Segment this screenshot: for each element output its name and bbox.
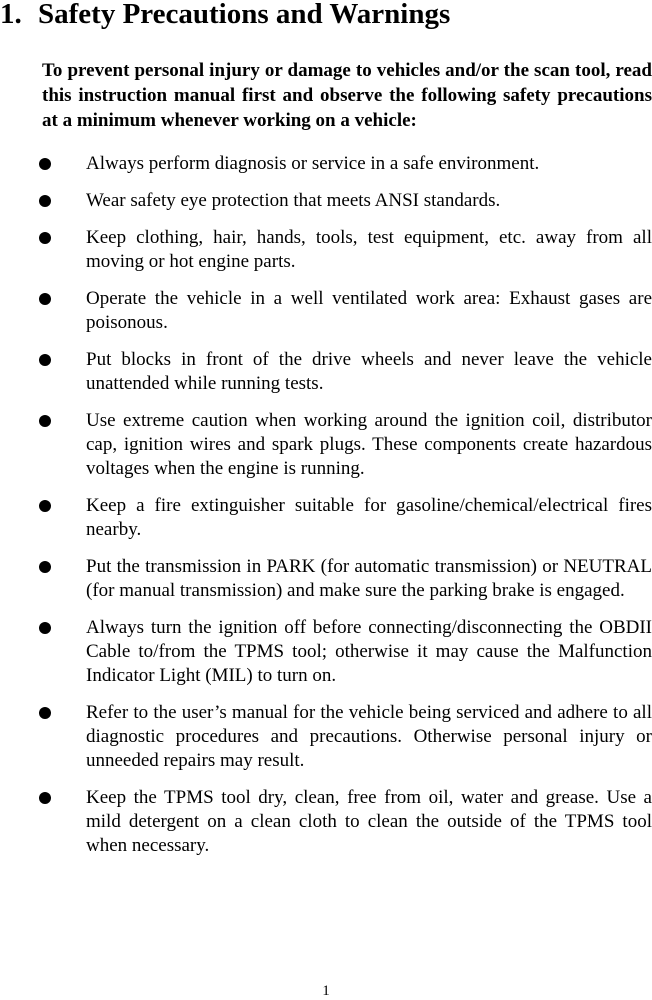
- bullet-icon: [39, 561, 51, 573]
- list-item-text: Always turn the ignition off before connecting/disconnecting the OBDII Cable to/from the TPMS tool; otherwise it may cause the Malfunction Indicator Light (MIL) to turn on.: [86, 617, 652, 686]
- safety-precautions-list: [0, 152, 652, 871]
- list-item: [0, 786, 652, 858]
- list-item-text: Operate the vehicle in a well ventilated work area: Exhaust gases are poisonous.: [86, 288, 652, 333]
- list-item-text: Keep the TPMS tool dry, clean, free from oil, water and grease. Use a mild detergent on a clean cloth to clean the outside of the TPMS tool when necessary.: [86, 787, 652, 856]
- list-item: [0, 189, 652, 213]
- page-title: [0, 0, 450, 34]
- list-item-text: Use extreme caution when working around the ignition coil, distributor cap, ignition wires and spark plugs. These components create hazardous voltages when the engine is running.: [86, 410, 652, 479]
- bullet-icon: [39, 195, 51, 207]
- bullet-icon: [39, 415, 51, 427]
- bullet-icon: [39, 158, 51, 170]
- list-item-text: Wear safety eye protection that meets ANSI standards.: [86, 190, 501, 211]
- list-item: [0, 555, 652, 603]
- list-item: [0, 226, 652, 274]
- bullet-icon: [39, 232, 51, 244]
- list-item: [0, 152, 652, 176]
- list-item-text: Always perform diagnosis or service in a safe environment.: [86, 153, 540, 174]
- list-item-text: Put the transmission in PARK (for automatic transmission) or NEUTRAL (for manual transmission) and make sure the parking brake is engaged.: [86, 556, 652, 601]
- list-item-text: Keep a fire extinguisher suitable for gasoline/chemical/electrical fires nearby.: [86, 495, 652, 540]
- list-item: [0, 287, 652, 335]
- list-item-text: Refer to the user’s manual for the vehicle being serviced and adhere to all diagnostic procedures and precautions. Otherwise personal injury or unneeded repairs may result.: [86, 702, 652, 771]
- bullet-icon: [39, 293, 51, 305]
- list-item: [0, 409, 652, 481]
- list-item: [0, 616, 652, 688]
- bullet-icon: [39, 500, 51, 512]
- section-title: Safety Precautions and Warnings: [38, 0, 451, 30]
- list-item: [0, 348, 652, 396]
- bullet-icon: [39, 707, 51, 719]
- list-item-text: Keep clothing, hair, hands, tools, test equipment, etc. away from all moving or hot engine parts.: [86, 227, 652, 272]
- list-item-text: Put blocks in front of the drive wheels and never leave the vehicle unattended while running tests.: [86, 349, 652, 394]
- bullet-icon: [39, 792, 51, 804]
- section-number: 1.: [0, 0, 22, 30]
- list-item: [0, 701, 652, 773]
- page-number: 1: [322, 983, 330, 999]
- list-item: [0, 494, 652, 542]
- bullet-icon: [39, 354, 51, 366]
- intro-paragraph: To prevent personal injury or damage to vehicles and/or the scan tool, read this instruction manual first and observe the following safety precautions at a minimum whenever working on a vehicle:: [42, 60, 652, 131]
- bullet-icon: [39, 622, 51, 634]
